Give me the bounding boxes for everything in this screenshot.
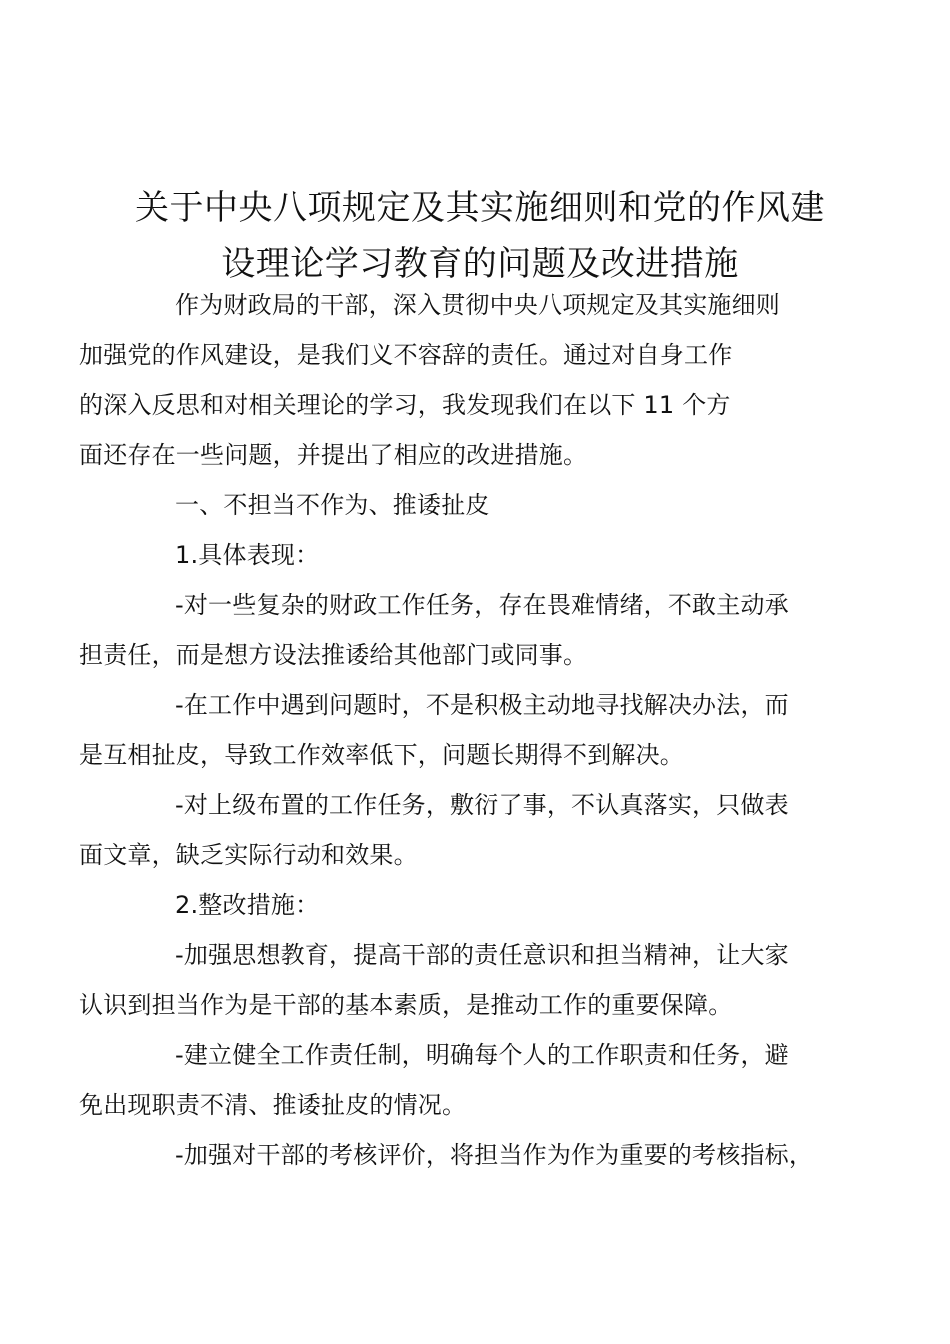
text-line: -对上级布置的工作任务，敷衍了事，不认真落实，只做表 <box>175 791 789 819</box>
text-line: 免出现职责不清、推诿扯皮的情况。 <box>79 1091 467 1119</box>
title-line-2: 设理论学习教育的问题及改进措施 <box>221 244 739 284</box>
paragraph-item <box>79 580 833 680</box>
text-line: 1.具体表现： <box>175 541 320 569</box>
document-title <box>100 180 860 292</box>
text-line: 面还存在一些问题，并提出了相应的改进措施。 <box>79 441 588 469</box>
text-line: -建立健全工作责任制，明确每个人的工作职责和任务，避 <box>175 1041 789 1069</box>
paragraph-intro <box>79 280 833 480</box>
text-line: 2.整改措施： <box>175 891 320 919</box>
text-line: -在工作中遇到问题时，不是积极主动地寻找解决办法，而 <box>175 691 789 719</box>
document-body <box>79 280 833 1180</box>
text-line: 作为财政局的干部，深入贯彻中央八项规定及其实施细则 <box>175 291 780 319</box>
text-line: 是互相扯皮，导致工作效率低下，问题长期得不到解决。 <box>79 741 684 769</box>
paragraph-item <box>79 930 833 1030</box>
text-line: 面文章，缺乏实际行动和效果。 <box>79 841 418 869</box>
text-line: 的深入反思和对相关理论的学习，我发现我们在以下 11 个方 <box>79 391 731 419</box>
text-line: 一、不担当不作为、推诿扯皮 <box>175 491 490 519</box>
text-line: 加强党的作风建设，是我们义不容辞的责任。通过对自身工作 <box>79 341 733 369</box>
subheading-measures <box>127 880 833 930</box>
text-line: 担责任，而是想方设法推诿给其他部门或同事。 <box>79 641 588 669</box>
subheading-manifestations <box>127 530 833 580</box>
title-line-1: 关于中央八项规定及其实施细则和党的作风建 <box>135 188 825 228</box>
text-line: -加强对干部的考核评价，将担当作为作为重要的考核指标， <box>175 1141 814 1169</box>
section-heading-1 <box>127 480 833 530</box>
paragraph-item <box>127 1130 833 1180</box>
text-line: -加强思想教育，提高干部的责任意识和担当精神，让大家 <box>175 941 789 969</box>
paragraph-item <box>79 680 833 780</box>
paragraph-item <box>79 1030 833 1130</box>
text-line: -对一些复杂的财政工作任务，存在畏难情绪，不敢主动承 <box>175 591 789 619</box>
text-line: 认识到担当作为是干部的基本素质，是推动工作的重要保障。 <box>79 991 733 1019</box>
paragraph-item <box>79 780 833 880</box>
